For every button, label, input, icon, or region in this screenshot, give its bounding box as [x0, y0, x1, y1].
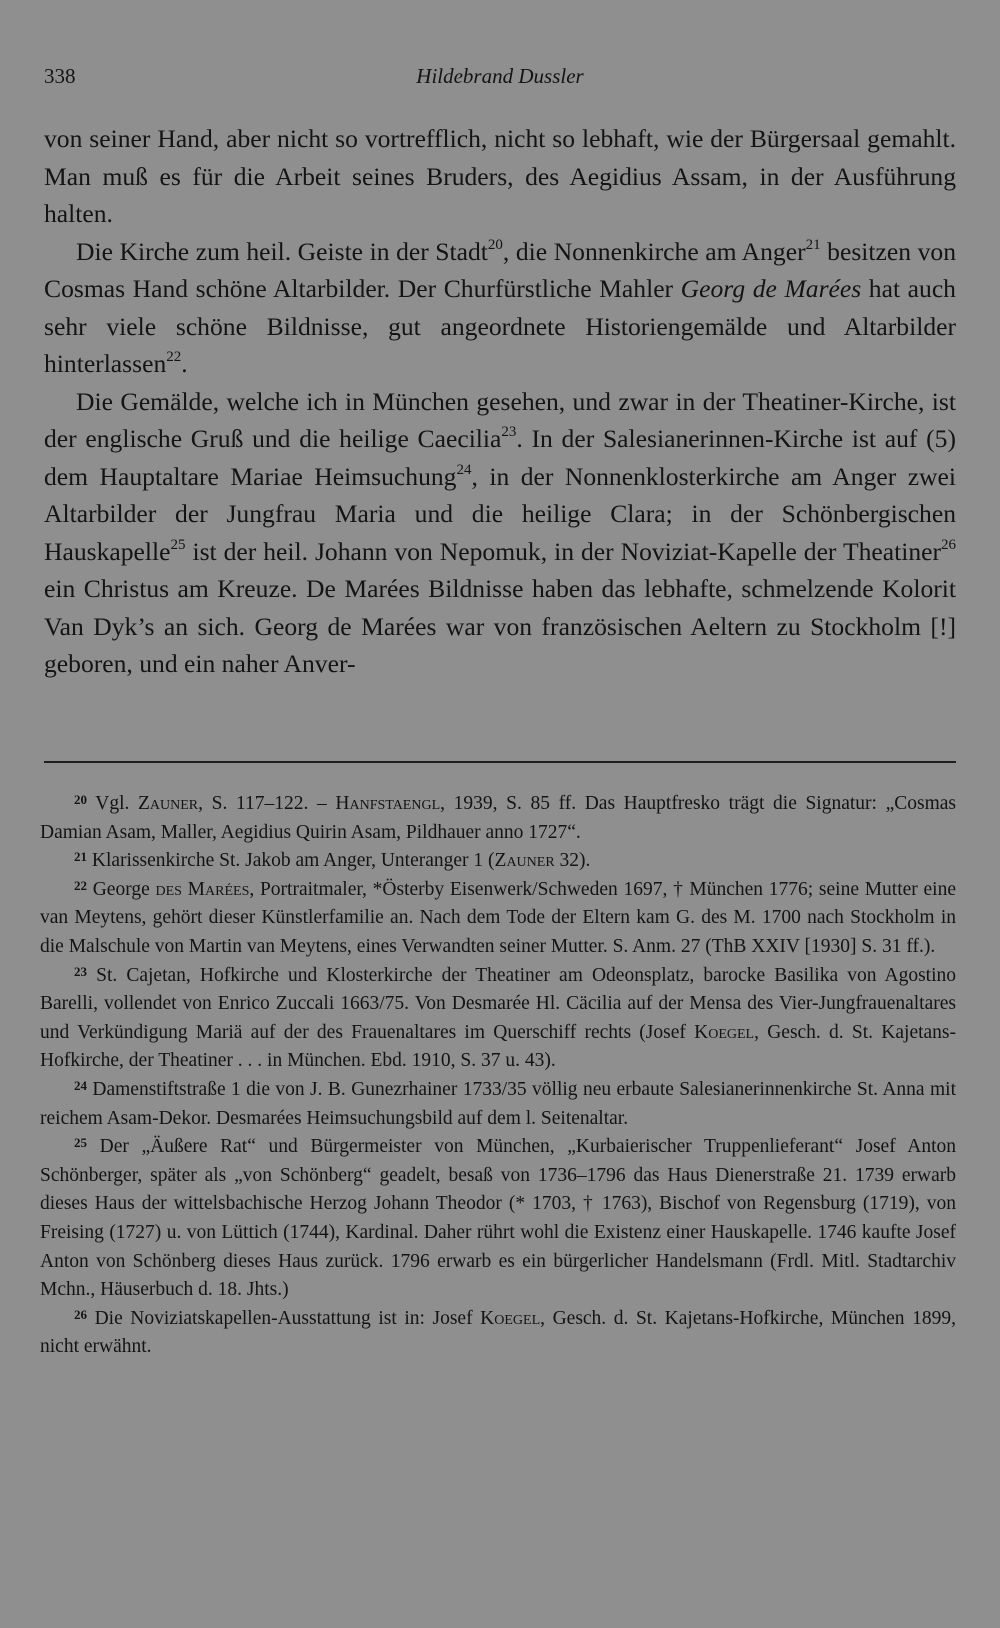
footnote-mark: 21 — [74, 849, 87, 865]
text-run: hat auch sehr viele schöne Bildnisse, gut angeordnete Historiengemälde und Altarbilder hinterlassen — [44, 274, 956, 378]
footnote-21 — [40, 847, 956, 876]
running-head: Hildebrand Dussler — [416, 64, 584, 88]
text-run: Damenstiftstraße 1 die von J. B. Gunezrhainer 1733/35 völlig neu erbaute Salesianerinnenkirche St. Anna mit reichem Asam-Dekor. Desmarées Heimsuchungsbild auf dem l. Seitenaltar. — [40, 1078, 956, 1129]
text-run: , die Nonnenkirche am Anger — [502, 236, 806, 266]
text-run: Die Noviziatskapellen-Ausstattung ist in: Josef — [87, 1307, 481, 1329]
footnote-24 — [40, 1076, 956, 1133]
footnote-25 — [40, 1133, 956, 1305]
footnote-mark: 23 — [74, 963, 87, 979]
footnote-separator — [44, 761, 956, 763]
text-run: Die Kirche zum heil. Geiste in der Stadt — [76, 236, 488, 266]
text-run: besitzen von Cosmas Hand schöne Altarbilder. Der Churfürstliche Mahler — [44, 236, 956, 303]
footnote-mark: 20 — [74, 792, 87, 807]
text-run: Vgl. — [87, 793, 139, 814]
footnote-ref-24: 24 — [456, 461, 472, 478]
text-run: ist der heil. Johann von Nepomuk, in der Noviziat-Kapelle der Theatiner — [185, 536, 941, 566]
text-run: Klarissenkirche St. Jakob am Anger, Unteranger 1 ( — [87, 850, 495, 872]
footnote-22 — [40, 876, 956, 962]
text-run: von seiner Hand, aber nicht so vortrefflich, nicht so lebhaft, wie der Bürgersaal gemahlt. Man muß es für die Arbeit seines Bruders, des Aegidius Assam, in der Ausführung halten. — [44, 124, 956, 228]
painter-name: Georg de Marées — [680, 274, 862, 303]
text-run: , Gesch. d. St. Kajetans-Hofkirche, der Theatiner . . . in München. Ebd. 1910, S. 37 u. 43). — [40, 1021, 956, 1072]
text-run: Der „Äußere Rat“ und Bürgermeister von München, „Kurbaierischer Truppenlieferant“ Josef Anton Schönberger, später als „von Schönberg“ geadelt, besaß von 1736–1796 das Haus Dienerstraße 21. 1739 erwarb dieses Haus der wittelsbachische Herzog Johann Theodor (* 1703, † 1763), Bischof von Regensburg (1719), von Freising (1727) u. von Lüttich (1744), Kardinal. Daher rührt wohl die Existenz einer Hauskapelle. 1746 kaufte Josef Anton von Schönberg dieses Haus zurück. 1796 erwarb es ein bürgerlicher Handelsmann (Frdl. Mitl. Stadtarchiv Mchn., Häuserbuch d. 18. Jhts.) — [40, 1136, 956, 1301]
text-run: , Portraitmaler, *Österby Eisenwerk/Schweden 1697, † München 1776; seine Mutter eine van Meytens, gehört dieser Künstlerfamilie an. Nach dem Tode der Eltern kam G. des M. 1700 nach Stockholm in die Malschule von Martin van Meytens, eines Verwandten seiner Mutter. S. Anm. 27 (ThB XXIV [1930] S. 31 ff.). — [40, 878, 956, 957]
footnote-ref-22: 22 — [166, 349, 182, 365]
text-run: , in der Nonnenklosterkirche am Anger zwei Altarbilder der Jungfrau Maria und die heilige Clara; in der Schönbergischen Hauskapelle — [44, 461, 957, 566]
text-run: George — [87, 878, 156, 900]
footnote-ref-21: 21 — [805, 236, 821, 253]
text-run: , Gesch. d. St. Kajetans-Hofkirche, München 1899, nicht erwähnt. — [40, 1307, 956, 1358]
footnote-mark: 26 — [74, 1306, 87, 1322]
main-text — [44, 120, 956, 683]
author-name: Zauner — [138, 793, 199, 814]
paragraph-3 — [44, 383, 956, 683]
footnote-20 — [40, 790, 956, 847]
footnote-mark: 24 — [74, 1077, 87, 1093]
footnote-ref-20: 20 — [487, 236, 503, 253]
text-run: , S. 117–122. – — [198, 793, 336, 814]
footnote-mark: 22 — [74, 877, 87, 893]
text-run: , 1939, S. 85 ff. Das Hauptfresko trägt die Signatur: „Cosmas Damian Asam, Maller, Aegidius Quirin Asam, Pildhauer anno 1727“. — [40, 793, 956, 843]
page-number: 338 — [44, 64, 76, 88]
footnote-ref-23: 23 — [501, 424, 517, 440]
author-name: des Marées — [155, 878, 250, 900]
author-name: Koegel — [694, 1021, 755, 1043]
text-run: . — [181, 349, 188, 378]
footnotes — [40, 790, 956, 1362]
paragraph-2 — [44, 233, 956, 383]
text-run: 32). — [554, 850, 591, 872]
paragraph-1 — [44, 120, 956, 233]
author-name: Zauner — [494, 850, 555, 872]
author-name: Hanfstaengl — [335, 793, 441, 814]
footnote-26 — [40, 1305, 956, 1362]
text-run: Die Gemälde, welche ich in München gesehen, und zwar in der Theatiner-Kirche, ist der englische Gruß und die heilige Caecilia — [44, 386, 956, 453]
footnote-23 — [40, 962, 956, 1076]
footnote-mark: 25 — [74, 1135, 87, 1151]
author-name: Koegel — [480, 1307, 541, 1329]
footnote-ref-26: 26 — [941, 536, 956, 553]
text-run: St. Cajetan, Hofkirche und Klosterkirche der Theatiner am Odeonsplatz, barocke Basilika von Agostino Barelli, vollendet von Enrico Zuccali 1663/75. Von Desmarée Hl. Cäcilia auf der Mensa des Vier-Jungfrauenaltares und Verkündigung Mariä auf der des Frauenaltares im Querschiff rechts (Josef — [40, 964, 956, 1043]
footnote-ref-25: 25 — [170, 536, 186, 553]
page-header — [44, 64, 956, 94]
text-run: ein Christus am Kreuze. De Marées Bildnisse haben das lebhafte, schmelzende Kolorit Van Dyk’s an sich. Georg de Marées war von französischen Aeltern zu Stockholm [!] geboren, und ein naher Anver- — [44, 574, 956, 678]
text-run: . In der Salesianerinnen-Kirche ist auf (5) dem Hauptaltare Mariae Heimsuchung — [44, 424, 956, 491]
